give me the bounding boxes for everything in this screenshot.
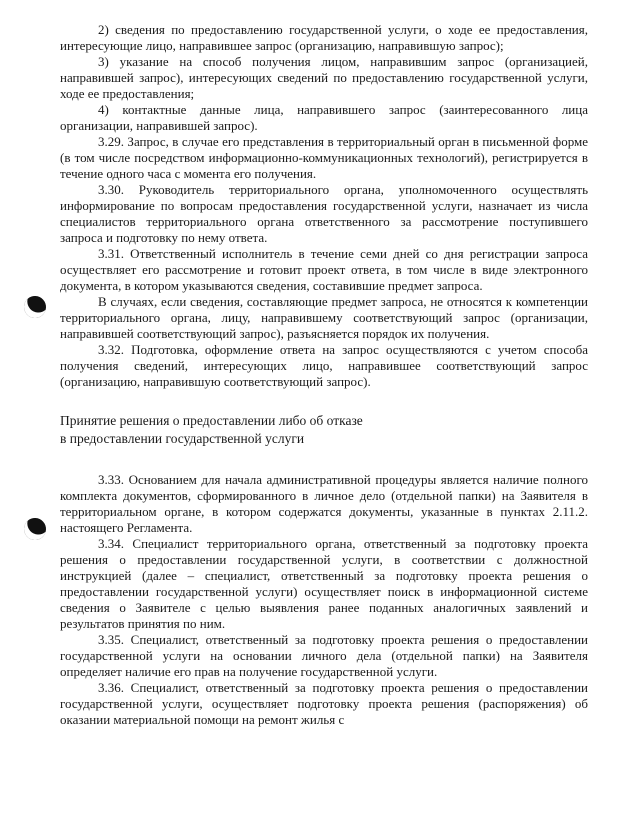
paragraph: 2) сведения по предоставлению государственной услуги, о ходе ее предоставления, интересующие лицо, направившее запрос (организацию, направившую запрос);: [60, 22, 588, 53]
punch-hole-mark: [21, 515, 49, 543]
section-heading-line: в предоставлении государственной услуги: [60, 431, 305, 446]
section-heading: [60, 412, 588, 448]
paragraph: 3.31. Ответственный исполнитель в течение семи дней со дня регистрации запроса осуществляет его рассмотрение и готовит проект ответа, в том числе в виде электронного документа, в котором указываются сведения, составившие предмет запроса.: [60, 246, 588, 293]
paragraph: 3.34. Специалист территориального органа, ответственный за подготовку проекта решения о предоставлении государственной услуги, в соответствии с должностной инструкцией (далее – специалист, ответственный за подготовку проекта решения о предоставлении государственной услуги) осуществляет поиск в информационной системе сведения о Заявителе с целью выявления ранее поданных аналогичных заявлений и результатов принятия по ним.: [60, 536, 588, 631]
section-heading-line: Принятие решения о предоставлении либо об отказе: [60, 413, 363, 428]
document-body: [60, 22, 588, 728]
paragraph: 3.33. Основанием для начала административной процедуры является наличие полного комплекта документов, сформированного в личное дело (отдельной папки) на Заявителя в территориальном органе, в котором содержатся документы, указанные в пунктах 2.11.2. настоящего Регламента.: [60, 472, 588, 535]
paragraph: 4) контактные данные лица, направившего запрос (заинтересованного лица организации, направившей запрос).: [60, 102, 588, 133]
paragraph: 3.30. Руководитель территориального органа, уполномоченного осуществлять информирование по вопросам предоставления государственной услуги, назначает из числа специалистов территориального органа ответственного за рассмотрение поступившего запроса и подготовку по нему ответа.: [60, 182, 588, 245]
paragraph: В случаях, если сведения, составляющие предмет запроса, не относятся к компетенции территориального органа, лицу, направившему соответствующий запрос (организации, направившей соответствующий запрос), разъясняется порядок их получения.: [60, 294, 588, 341]
paragraph: 3.29. Запрос, в случае его представления в территориальный орган в письменной форме (в том числе посредством информационно-коммуникационных технологий), регистрируется в течение одного часа с момента его получения.: [60, 134, 588, 181]
paragraph: 3.32. Подготовка, оформление ответа на запрос осуществляются с учетом способа получения сведений, интересующих лицо, направившее соответствующий запрос (организацию, направившую соответствующий запрос).: [60, 342, 588, 389]
paragraph: 3.35. Специалист, ответственный за подготовку проекта решения о предоставлении государственной услуги на основании личного дела (отдельной папки) на Заявителя определяет наличие его прав на получение государственной услуги.: [60, 632, 588, 679]
paragraph: 3) указание на способ получения лицом, направившим запрос (организацией, направившей запрос), интересующих сведений по предоставлению государственной услуги, ходе ее предоставления;: [60, 54, 588, 101]
paragraph: 3.36. Специалист, ответственный за подготовку проекта решения о предоставлении государственной услуги, осуществляет подготовку проекта решения (распоряжения) об оказании материальной помощи на ремонт жилья с: [60, 680, 588, 727]
punch-hole-mark: [21, 293, 49, 321]
